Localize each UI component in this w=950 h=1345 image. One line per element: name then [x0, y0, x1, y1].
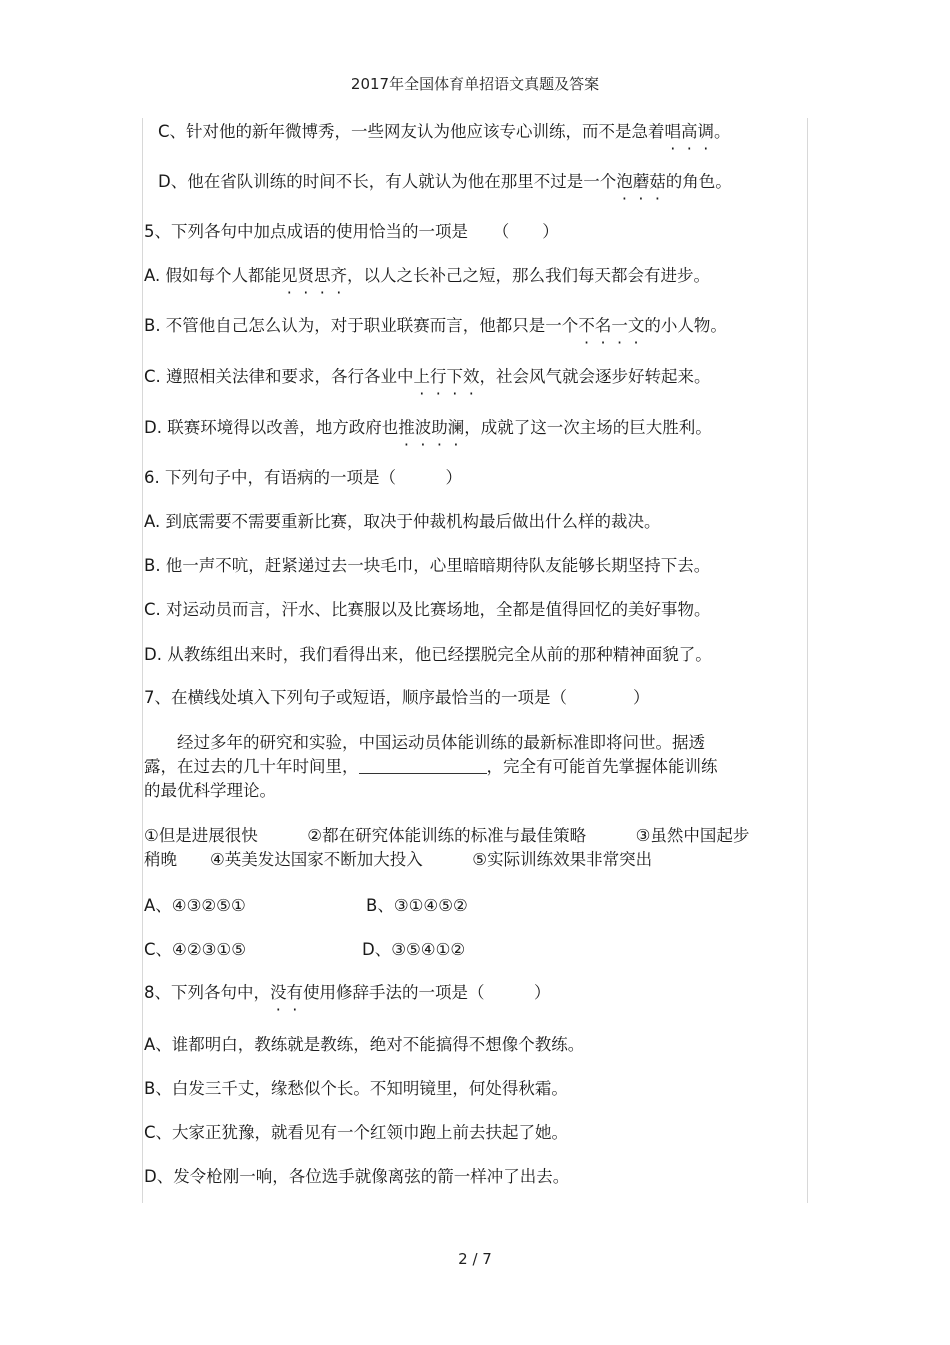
q6-option-d: D. 从教练组出来时，我们看得出来，他已经摆脱完全从前的那种精神面貌了。: [144, 645, 712, 664]
dotted-word: [665, 122, 715, 141]
emphasis-char: 唱: [664, 122, 682, 141]
q7-option-b: B、③①④⑤②: [366, 896, 468, 915]
emphasis-char: 思: [314, 266, 331, 285]
page-number: 2 / 7: [458, 1250, 492, 1268]
emphasis-char: 不: [578, 316, 595, 335]
emphasis-char: 调: [697, 122, 715, 141]
q7-option-d: D、③⑤④①②: [362, 940, 466, 959]
q5-option-a: A. 假如每个人都能见贤思齐，以人之长补己之短，那么我们每天都会有进步。: [144, 266, 710, 285]
emphasis-char: 文: [627, 316, 645, 335]
q7-passage-line-3: 的最优科学理论。: [144, 781, 276, 800]
emphasis-char: 有: [286, 983, 303, 1002]
option-c-prev: C、针对他的新年微博秀，一些网友认为他应该专心训练，而不是急着唱高调。: [158, 122, 731, 141]
dotted-word: [398, 418, 464, 437]
q5-option-b: B. 不管他自己怎么认为，对于职业联赛而言，他都只是一个不名一文的小人物。: [144, 316, 727, 335]
q6-option-c: C. 对运动员而言，汗水、比赛服以及比赛场地，全都是值得回忆的美好事物。: [144, 600, 711, 619]
emphasis-char: 贤: [297, 266, 314, 285]
q8-option-a: A、谁都明白，教练就是教练，绝对不能搞得不想像个教练。: [144, 1035, 585, 1054]
option-d-prev: D、他在省队训练的时间不长，有人就认为他在那里不过是一个泡蘑菇的角色。: [158, 172, 732, 191]
emphasis-char: 波: [414, 418, 432, 437]
q6-option-b: B. 他一声不吭，赶紧递过去一块毛巾，心里暗暗期待队友能够长期坚持下去。: [144, 556, 711, 575]
emphasis-char: 助: [431, 418, 448, 437]
emphasis-char: 蘑: [632, 172, 650, 191]
q7-option-a: A、④③②⑤①: [144, 896, 246, 915]
question-6: 6. 下列句子中，有语病的一项是（ ）: [144, 468, 462, 487]
q6-option-a: A. 到底需要不需要重新比赛，取决于仲裁机构最后做出什么样的裁决。: [144, 512, 661, 531]
dotted-word: [616, 172, 666, 191]
page-header: 2017年全国体育单招语文真题及答案: [350, 75, 600, 93]
emphasis-char: 泡: [616, 172, 633, 191]
emphasis-char: 齐: [330, 266, 347, 285]
dotted-word: [281, 266, 347, 285]
dotted-word: [414, 367, 480, 386]
dotted-word: [270, 983, 303, 1002]
emphasis-char: 名: [594, 316, 612, 335]
emphasis-char: 没: [270, 983, 287, 1002]
emphasis-char: 一: [611, 316, 628, 335]
emphasis-char: 效: [463, 367, 480, 386]
q8-option-c: C、大家正犹豫，就看见有一个红领巾跑上前去扶起了她。: [144, 1123, 569, 1142]
q7-passage-line-2: 露，在过去的几十年时间里， ，完全有可能首先掌握体能训练: [144, 757, 718, 776]
emphasis-char: 下: [446, 367, 464, 386]
emphasis-char: 上: [413, 367, 431, 386]
fill-blank: [359, 757, 487, 774]
q8-option-d: D、发令枪刚一响，各位选手就像离弦的箭一样冲了出去。: [144, 1167, 570, 1186]
q7-items-line-1: ①但是进展很快 ②都在研究体能训练的标准与最佳策略 ③虽然中国起步: [144, 826, 750, 845]
emphasis-char: 菇: [649, 172, 666, 191]
emphasis-char: 推: [398, 418, 415, 437]
emphasis-char: 澜: [447, 418, 465, 437]
question-8: 8、下列各句中，没有使用修辞手法的一项是（ ）: [144, 983, 551, 1002]
emphasis-char: 高: [681, 122, 698, 141]
dotted-word: [578, 316, 644, 335]
question-5: 5、下列各句中加点成语的使用恰当的一项是 （ ）: [144, 222, 559, 241]
q7-items-line-2: 稍晚 ④英美发达国家不断加大投入 ⑤实际训练效果非常突出: [144, 850, 653, 869]
q7-option-c: C、④②③①⑤: [144, 940, 246, 959]
emphasis-char: 行: [430, 367, 447, 386]
q5-option-d: D. 联赛环境得以改善，地方政府也推波助澜，成就了这一次主场的巨大胜利。: [144, 418, 712, 437]
q5-option-c: C. 遵照相关法律和要求，各行各业中上行下效，社会风气就会逐步好转起来。: [144, 367, 711, 386]
emphasis-char: 见: [281, 266, 298, 285]
question-7: 7、在横线处填入下列句子或短语，顺序最恰当的一项是（ ）: [144, 688, 650, 707]
q8-option-b: B、白发三千丈，缘愁似个长。不知明镜里，何处得秋霜。: [144, 1079, 568, 1098]
q7-passage-line-1: 经过多年的研究和实验，中国运动员体能训练的最新标准即将问世。据透: [144, 733, 705, 752]
